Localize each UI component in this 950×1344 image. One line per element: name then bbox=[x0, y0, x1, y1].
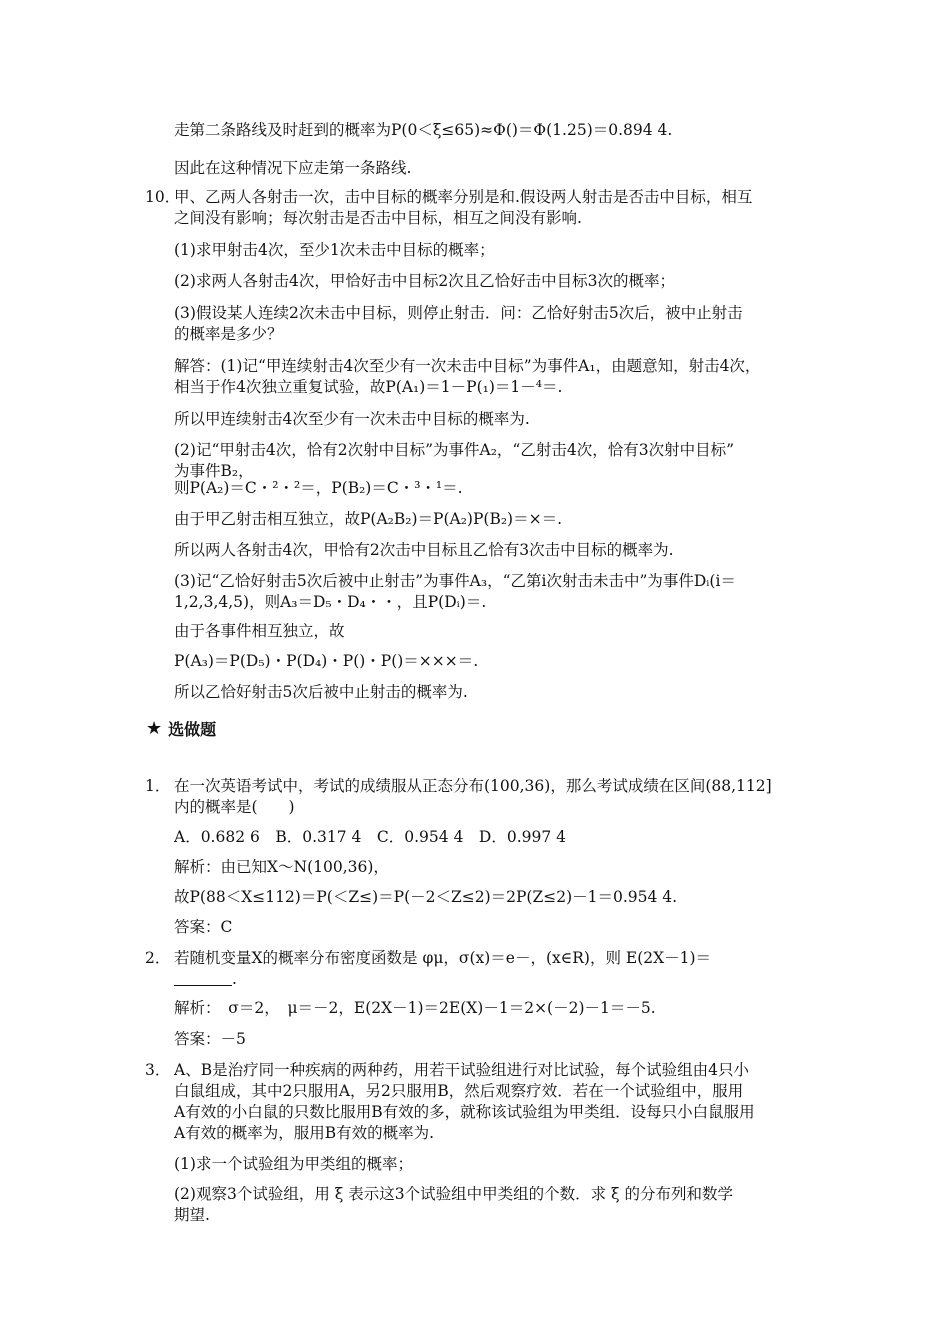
question-stem: 甲、乙两人各射击一次，击中目标的概率分别是和.假设两人射击是否击中目标，相互 bbox=[174, 188, 753, 206]
solution-line: 由于各事件相互独立，故 bbox=[174, 622, 345, 640]
question-stem: A有效的小白鼠的只数比服用B有效的多，就称该试验组为甲类组．设每只小白鼠服用 bbox=[174, 1103, 755, 1121]
sub-question: 期望. bbox=[174, 1206, 210, 1224]
star-icon: ★ bbox=[146, 718, 163, 739]
sub-question: 的概率是多少？ bbox=[174, 325, 283, 343]
solution-line: 1,2,3,4,5)，则A₃＝D₅・D₄・・，且P(Dᵢ)＝. bbox=[174, 593, 487, 611]
sub-question: (1)求一个试验组为甲类组的概率； bbox=[174, 1155, 413, 1173]
sub-question: (1)求甲射击4次，至少1次未击中目标的概率； bbox=[174, 241, 495, 259]
section-heading bbox=[146, 717, 216, 740]
sub-question: (2)观察3个试验组，用 ξ 表示这3个试验组中甲类组的个数．求 ξ 的分布列和数学 bbox=[174, 1185, 733, 1203]
solution-line: 由于甲乙射击相互独立，故P(A₂B₂)＝P(A₂)P(B₂)＝×＝. bbox=[174, 510, 563, 528]
question-stem: 内的概率是( ) bbox=[174, 798, 295, 816]
question-stem: . bbox=[174, 969, 237, 989]
question-stem: A、B是治疗同一种疾病的两种药，用若干试验组进行对比试验，每个试验组由4只小 bbox=[174, 1061, 749, 1079]
question-number: 2． bbox=[145, 949, 171, 967]
question-number: 1． bbox=[145, 777, 171, 795]
section-title: 选做题 bbox=[168, 720, 217, 739]
solution-line: 所以乙恰好射击5次后被中止射击的概率为. bbox=[174, 683, 468, 701]
question-number: 10． bbox=[145, 188, 181, 206]
answer-line: 答案：C bbox=[174, 918, 233, 936]
solution-line: 解析： σ＝2， μ＝－2，E(2X－1)＝2E(X)－1＝2×(－2)－1＝－5. bbox=[174, 999, 656, 1017]
solution-line: 故P(88＜X≤112)＝P(＜Z≤)＝P(－2＜Z≤2)＝2P(Z≤2)－1＝0.954 4. bbox=[174, 888, 678, 906]
solution-line: 所以两人各射击4次，甲恰有2次击中目标且乙恰有3次击中目标的概率为. bbox=[174, 541, 674, 559]
sub-question: (2)求两人各射击4次，甲恰好击中目标2次且乙恰好击中目标3次的概率； bbox=[174, 272, 676, 290]
question-stem: 在一次英语考试中，考试的成绩服从正态分布(100,36)，那么考试成绩在区间(88,112] bbox=[174, 777, 772, 795]
solution-line: (3)记“乙恰好射击5次后被中止射击”为事件A₃，“乙第i次射击未击中”为事件Dᵢ(i＝ bbox=[174, 572, 736, 590]
solution-line: (2)记“甲射击4次，恰有2次射中目标”为事件A₂，“乙射击4次，恰有3次射中目标” bbox=[174, 441, 735, 459]
solution-line: 解答：(1)记“甲连续射击4次至少有一次未击中目标”为事件A₁，由题意知，射击4次， bbox=[174, 357, 761, 375]
question-stem: 之间没有影响；每次射击是否击中目标，相互之间没有影响. bbox=[174, 209, 582, 227]
question-stem: 若随机变量X的概率分布密度函数是 φμ，σ(x)＝e－，(x∈R)，则 E(2X－1)＝ bbox=[174, 949, 712, 967]
solution-line: 相当于作4次独立重复试验，故P(A₁)＝1－P(₁)＝1－⁴＝. bbox=[174, 378, 563, 396]
question-number: 3． bbox=[145, 1061, 171, 1079]
question-stem: A有效的概率为，服用B有效的概率为. bbox=[174, 1124, 435, 1142]
sub-question: (3)假设某人连续2次未击中目标，则停止射击．问：乙恰好射击5次后，被中止射击 bbox=[174, 304, 743, 322]
solution-line: 为事件B₂， bbox=[174, 462, 254, 480]
question-stem: 白鼠组成，其中2只服用A，另2只服用B，然后观察疗效．若在一个试验组中，服用 bbox=[174, 1082, 744, 1100]
solution-line: 则P(A₂)＝C・²・²＝，P(B₂)＝C・³・¹＝. bbox=[174, 479, 463, 497]
answer-blank bbox=[174, 971, 232, 986]
solution-line: P(A₃)＝P(D₅)・P(D₄)・P()・P()＝×××＝. bbox=[174, 652, 479, 670]
text-line: 因此在这种情况下应走第一条路线. bbox=[174, 159, 412, 177]
answer-options: A．0.682 6 B．0.317 4 C．0.954 4 D．0.997 4 bbox=[174, 828, 567, 846]
text-line: 走第二条路线及时赶到的概率为P(0＜ξ≤65)≈Φ()＝Φ(1.25)＝0.894 4. bbox=[174, 121, 673, 139]
solution-line: 解析：由已知X～N(100,36)， bbox=[174, 858, 389, 876]
solution-line: 所以甲连续射击4次至少有一次未击中目标的概率为. bbox=[174, 410, 530, 428]
answer-line: 答案：－5 bbox=[174, 1030, 246, 1048]
